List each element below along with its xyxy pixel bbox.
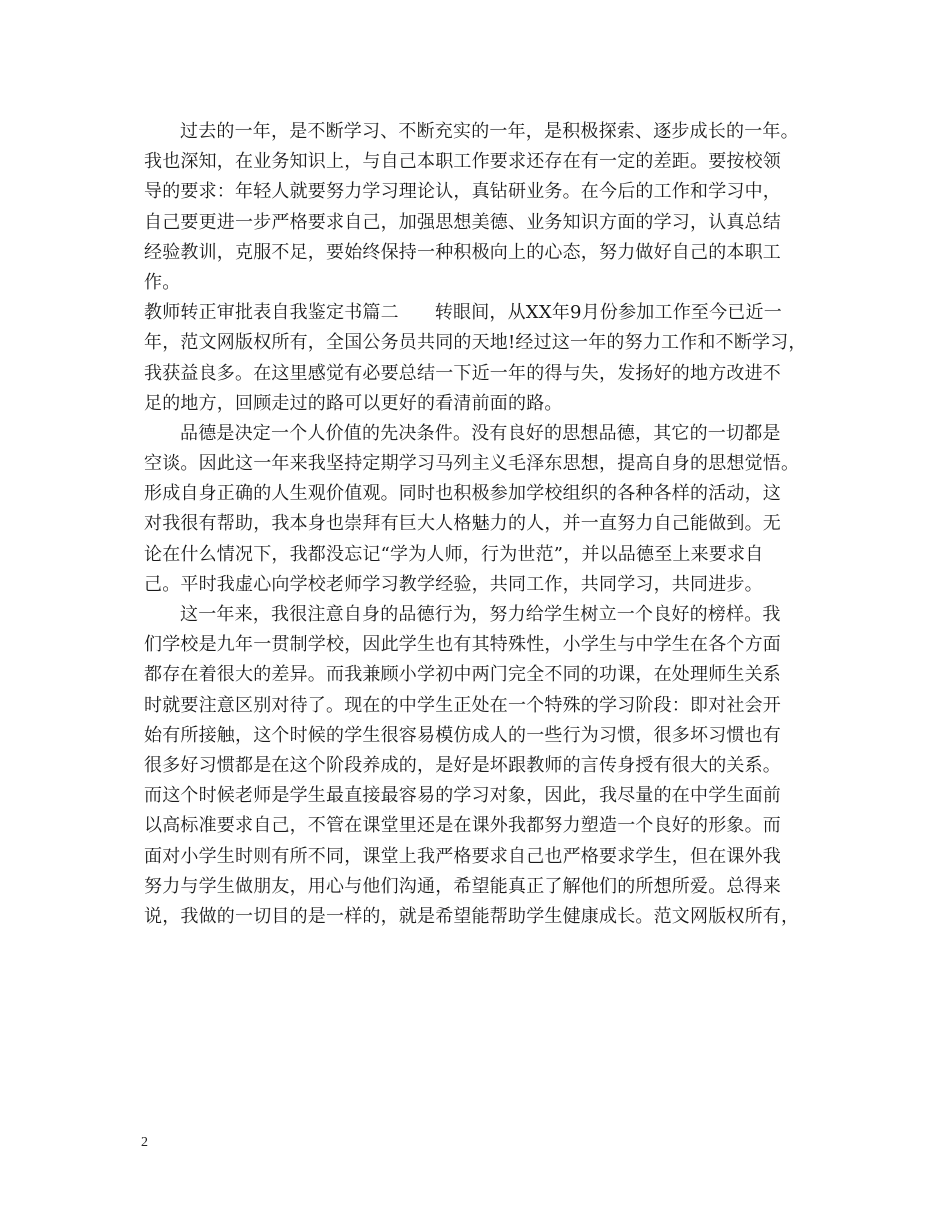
text-line: 形成自身正确的人生观价值观。同时也积极参加学校组织的各种各样的活动，这 — [144, 483, 781, 505]
text-line: 以高标准要求自己，不管在课堂里还是在课外我都努力塑造一个良好的形象。而 — [144, 815, 781, 837]
text-line: 而这个时候老师是学生最直接最容易的学习对象，因此，我尽量的在中学生面前 — [144, 785, 781, 807]
text-line: 努力与学生做朋友，用心与他们沟通，希望能真正了解他们的所想所爱。总得来 — [144, 875, 781, 897]
text-line: 们学校是九年一贯制学校，因此学生也有其特殊性，小学生与中学生在各个方面 — [144, 634, 781, 656]
text-line: 年，范文网版权所有，全国公务员共同的天地!经过这一年的努力工作和不断学习， — [144, 332, 807, 354]
section-heading-line — [144, 298, 824, 328]
text-line: 始有所接触，这个时候的学生很容易模仿成人的一些行为习惯，很多坏习惯也有 — [144, 724, 781, 746]
body-text — [144, 117, 824, 932]
section-heading: 教师转正审批表自我鉴定书篇二 — [144, 302, 399, 324]
page-number: 2 — [141, 1135, 148, 1150]
text-line: 很多好习惯都是在这个阶段养成的，是好是坏跟教师的言传身授有很大的关系。 — [144, 754, 781, 776]
text-line: 过去的一年，是不断学习、不断充实的一年，是积极探索、逐步成长的一年。 — [180, 121, 799, 142]
text-line: 空谈。因此这一年来我坚持定期学习马列主义毛泽东思想，提高自身的思想觉悟。 — [144, 453, 800, 475]
text-line: 面对小学生时则有所不同，课堂上我严格要求自己也严格要求学生，但在课外我 — [144, 845, 781, 867]
text-line: 都存在着很大的差异。而我兼顾小学初中两门完全不同的功课，在处理师生关系 — [144, 664, 781, 686]
text-line: 作。 — [144, 271, 181, 293]
text-line: 己。平时我虚心向学校老师学习教学经验，共同工作，共同学习，共同进步。 — [144, 573, 763, 595]
text-line-continuation: 转眼间，从XX年9月份参加工作至今已近一 — [434, 302, 782, 324]
text-line: 这一年来，我很注意自身的品德行为，努力给学生树立一个良好的榜样。我 — [180, 604, 781, 625]
text-line: 导的要求：年轻人就要努力学习理论认，真钻研业务。在今后的工作和学习中， — [144, 181, 781, 203]
text-line: 我也深知，在业务知识上，与自己本职工作要求还存在有一定的差距。要按校领 — [144, 151, 781, 173]
text-line: 我获益良多。在这里感觉有必要总结一下近一年的得与失，发扬好的地方改进不 — [144, 362, 781, 384]
text-line: 论在什么情况下，我都没忘记“学为人师，行为世范”，并以品德至上来要求自 — [144, 543, 764, 565]
text-line: 自己要更进一步严格要求自己，加强思想美德、业务知识方面的学习，认真总结 — [144, 211, 781, 233]
text-line: 时就要注意区别对待了。现在的中学生正处在一个特殊的学习阶段：即对社会开 — [144, 694, 781, 716]
text-line: 品德是决定一个人价值的先决条件。没有良好的思想品德，其它的一切都是 — [180, 422, 781, 444]
text-line: 对我很有帮助，我本身也崇拜有巨大人格魅力的人，并一直努力自己能做到。无 — [144, 513, 781, 535]
text-line: 经验教训，克服不足，要始终保持一种积极向上的心态，努力做好自己的本职工 — [144, 241, 781, 263]
text-line: 足的地方，回顾走过的路可以更好的看清前面的路。 — [144, 392, 563, 414]
text-line: 说，我做的一切目的是一样的，就是希望能帮助学生健康成长。范文网版权所有， — [144, 905, 800, 927]
